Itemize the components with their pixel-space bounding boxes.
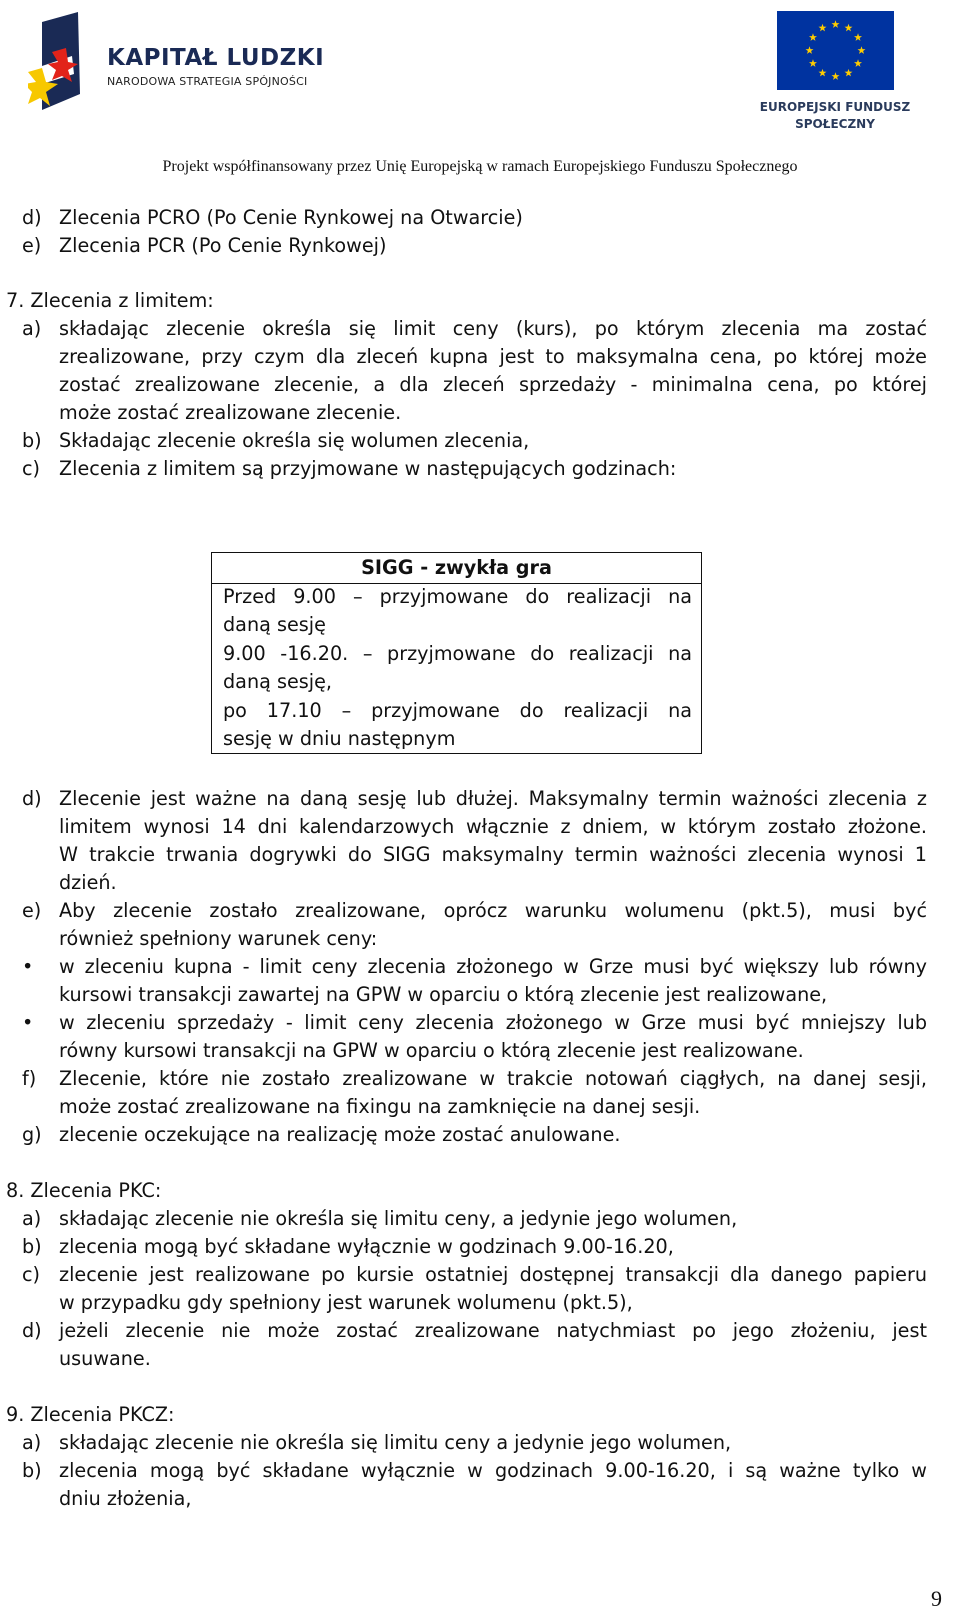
item-marker: b) — [22, 429, 42, 452]
item-marker: g) — [22, 1123, 42, 1146]
paragraph-line: może zostać zrealizowane na fixingu na zamknięcie na danej sesji. — [59, 1095, 701, 1118]
kapital-ludzki-subtitle: NARODOWA STRATEGIA SPÓJNOŚCI — [107, 75, 308, 88]
sigg-table-row — [223, 640, 692, 696]
efs-logo-text — [740, 99, 930, 133]
section-heading: 7. Zlecenia z limitem: — [6, 289, 214, 312]
paragraph-line: kursowi transakcji zawartej na GPW w oparciu o którą zlecenie jest realizowane, — [59, 983, 828, 1006]
item-marker: d) — [22, 206, 42, 229]
item-marker: e) — [22, 234, 42, 257]
page-number: 9 — [931, 1586, 942, 1611]
item-marker: b) — [22, 1459, 42, 1482]
item-marker: d) — [22, 1319, 42, 1342]
paragraph-line: zrealizowane, przy czym dla zleceń kupna jest to maksymalna cena, po której może — [59, 345, 927, 368]
paragraph-line: usuwane. — [59, 1347, 151, 1370]
projekt-caption: Projekt współfinansowany przez Unię Europejską w ramach Europejskiego Funduszu Społecznego — [162, 158, 798, 175]
item-marker: d) — [22, 787, 42, 810]
item-marker: c) — [22, 1263, 41, 1286]
item-marker: a) — [22, 317, 42, 340]
item-text: Zlecenia z limitem są przyjmowane w następujących godzinach: — [59, 457, 677, 480]
item-text: zlecenia mogą być składane wyłącznie w godzinach 9.00-16.20, — [59, 1235, 674, 1258]
paragraph-line: zostać zrealizowane zlecenie, a dla zleceń sprzedaży - minimalna cena, po której — [59, 373, 927, 396]
kapital-ludzki-title: KAPITAŁ LUDZKI — [107, 45, 325, 71]
efs-line2: SPOŁECZNY — [795, 117, 875, 131]
paragraph-line: Zlecenie jest ważne na daną sesję lub dłużej. Maksymalny termin ważności zlecenia z — [59, 787, 927, 810]
item-marker: a) — [22, 1431, 42, 1454]
item-text: Zlecenia PCR (Po Cenie Rynkowej) — [59, 234, 387, 257]
section-heading: 8. Zlecenia PKC: — [6, 1179, 162, 1202]
sigg-hours-table — [211, 552, 702, 754]
item-marker: c) — [22, 457, 41, 480]
paragraph-line: zlecenie jest realizowane po kursie ostatniej dostępnej transakcji dla danego papieru — [59, 1263, 927, 1286]
bullet-icon: • — [22, 1011, 34, 1034]
bullet-icon: • — [22, 955, 34, 978]
paragraph-line: w zleceniu kupna - limit ceny zlecenia złożonego w Grze musi być większy lub równy — [59, 955, 927, 978]
paragraph-line: również spełniony warunek ceny: — [59, 927, 378, 950]
paragraph-line: zlecenia mogą być składane wyłącznie w godzinach 9.00-16.20, i są ważne tylko w — [59, 1459, 927, 1482]
item-text: Zlecenia PCRO (Po Cenie Rynkowej na Otwarcie) — [59, 206, 523, 229]
item-text: zlecenie oczekujące na realizację może zostać anulowane. — [59, 1123, 621, 1146]
item-marker: a) — [22, 1207, 42, 1230]
paragraph-line: Aby zlecenie zostało zrealizowane, oprócz warunku wolumenu (pkt.5), musi być — [59, 899, 927, 922]
item-text: Składając zlecenie określa się wolumen zlecenia, — [59, 429, 530, 452]
sigg-row-line: po 17.10 – przyjmowane do realizacji na — [223, 699, 692, 722]
efs-line1: EUROPEJSKI FUNDUSZ — [759, 100, 911, 114]
sigg-row-line: sesję w dniu następnym — [223, 727, 456, 750]
paragraph-line: Zlecenie, które nie zostało zrealizowane w trakcie notowań ciągłych, na danej sesji, — [59, 1067, 927, 1090]
paragraph-line: może zostać zrealizowane zlecenie. — [59, 401, 402, 424]
item-text: składając zlecenie nie określa się limitu ceny a jedynie jego wolumen, — [59, 1431, 732, 1454]
item-marker: f) — [22, 1067, 37, 1090]
sigg-row-line: Przed 9.00 – przyjmowane do realizacji na — [223, 585, 692, 608]
sigg-table-title: SIGG - zwykła gra — [212, 553, 701, 584]
paragraph-line: równy kursowi transakcji na GPW w oparciu o którą zlecenie jest realizowane. — [59, 1039, 804, 1062]
paragraph-line: składając zlecenie określa się limit ceny (kurs), po którym zlecenia ma zostać — [59, 317, 927, 340]
sigg-row-line: daną sesję — [223, 613, 326, 636]
page-header — [0, 0, 960, 185]
paragraph-line: w zleceniu sprzedaży - limit ceny zlecenia złożonego w Grze musi być mniejszy lub — [59, 1011, 927, 1034]
item-marker: e) — [22, 899, 42, 922]
sigg-row-line: 9.00 -16.20. – przyjmowane do realizacji na — [223, 642, 692, 665]
paragraph-line: w przypadku gdy spełniony jest warunek wolumenu (pkt.5), — [59, 1291, 633, 1314]
eu-flag-logo — [777, 11, 894, 90]
paragraph-line: dzień. — [59, 871, 117, 894]
paragraph-line: W trakcie trwania dogrywki do SIGG maksymalny termin ważności zlecenia wynosi 1 — [59, 843, 927, 866]
sigg-table-row — [223, 583, 692, 639]
paragraph-line: dniu złożenia, — [59, 1487, 192, 1510]
item-text: składając zlecenie nie określa się limitu ceny, a jedynie jego wolumen, — [59, 1207, 738, 1230]
sigg-table-row — [223, 697, 692, 753]
paragraph-line: limitem wynosi 14 dni kalendarzowych włącznie z dniem, w którym zostało złożone. — [59, 815, 927, 838]
section-heading: 9. Zlecenia PKCZ: — [6, 1403, 175, 1426]
paragraph-line: jeżeli zlecenie nie może zostać zrealizowane natychmiast po jego złożeniu, jest — [59, 1319, 927, 1342]
item-marker: b) — [22, 1235, 42, 1258]
sigg-row-line: daną sesję, — [223, 670, 332, 693]
